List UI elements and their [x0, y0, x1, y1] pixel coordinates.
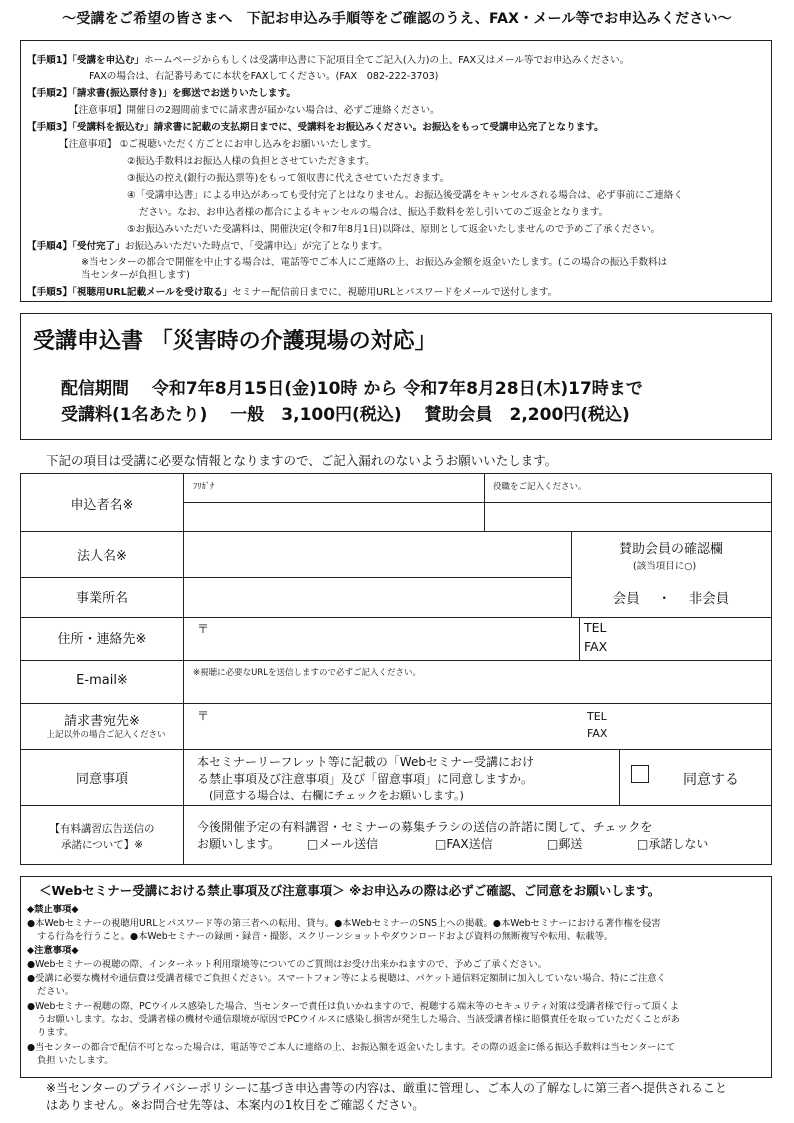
notice-line: ●Webセミナー視聴の際、PCウイルス感染した場合、当センターで責任は負いかねますので、視聴する端末等のセキュリティ対策は受講者様で行って頂くよ [27, 1001, 680, 1012]
consent-text-2: る禁止事項及び注意事項」及び「留意事項」に同意しますか。 [197, 772, 534, 786]
agree-label: 同意する [683, 772, 739, 788]
consent-checkbox[interactable] [631, 765, 649, 783]
notice-line: ●Webセミナーの視聴の際、インターネット利用環境等についてのご質問はお受け出来かねますので、予めご了承ください。 [27, 959, 547, 970]
notice-box [20, 876, 772, 1078]
postal-mark: 〒 [197, 622, 210, 636]
step-3-note-2: ②振込手数料はお振込人様の負担とさせていただきます。 [127, 156, 375, 167]
step-1-line: 【手順1】「受講を申込む」ホームページからもしくは受講申込書に下記項目全てご記入(入力)の上、FAX又はメール等でお申込みください。 [27, 55, 630, 66]
fax-label: FAX [584, 639, 608, 654]
invoice-fax-label: FAX [587, 727, 608, 740]
application-title-box [20, 313, 772, 440]
notice-line: ●受講に必要な機材や通信費は受講者様でご負担ください。スマートフォン等による視聴は、パケット通信料定額制に加入していない場合、特にご注意く [27, 973, 666, 984]
ad-option-post[interactable]: □郵送 [547, 837, 583, 851]
ad-consent-text-2: お願いします。 [197, 837, 281, 851]
page-header: 〜受講をご希望の皆さまへ 下記お申込み手順等をご確認のうえ、FAX・メール等でお申込みください〜 [62, 11, 732, 27]
ad-consent-label-2: 承諾について】※ [60, 839, 144, 851]
form-intro: 下記の項目は受講に必要な情報となりますので、ご記入漏れのないようお願いいたします。 [46, 453, 558, 468]
delivery-period: 配信期間 令和7年8月15日(金)10時 から 令和7年8月28日(木)17時まで [61, 379, 643, 399]
email-input[interactable] [187, 680, 767, 700]
applicant-label: 申込者名※ [70, 498, 134, 513]
form-title: 受講申込書 「災害時の介護現場の対応」 [33, 329, 437, 354]
footer-line-1: ※当センターのプライバシーポリシーに基づき申込書等の内容は、厳重に管理し、ご本人の了解なしに第三者へ提供されること [46, 1081, 727, 1095]
ad-option-email[interactable]: □メール送信 [307, 837, 379, 851]
office-name-input[interactable] [187, 580, 567, 614]
step-3-note-5: ⑤お振込みいただいた受講料は、開催決定(令和7年8月1日)以降は、原則として返金いたしませんので予めご了承ください。 [127, 224, 661, 235]
furigana-label: ﾌﾘｶﾞﾅ [193, 482, 215, 492]
step-2-line: 【手順2】「請求書(振込票付き)」を郵送でお送りいたします。 [27, 88, 296, 99]
notice-title: ＜Webセミナー受講における禁止事項及び注意事項＞ ※お申込みの際は必ずご確認、ご同意をお願いします。 [39, 883, 661, 898]
consent-text-1: 本セミナーリーフレット等に記載の「Webセミナー受講におけ [197, 755, 534, 769]
step-4-note: ※当センターの都合で開催を中止する場合は、電話等でご本人にご連絡の上、お振込み金額を返金いたします。(この場合の振込手数料は [81, 257, 668, 268]
ad-consent-label-1: 【有料講習広告送信の [49, 823, 155, 835]
ad-option-fax[interactable]: □FAX送信 [435, 837, 493, 851]
step-3-note-1: 【注意事項】 ①ご視聴いただく方ごとにお申し込みをお願いいたします。 [59, 139, 377, 150]
position-input[interactable] [489, 505, 767, 529]
footer-line-2: はありません。※お問合せ先等は、本案内の1枚目をご確認ください。 [46, 1098, 425, 1112]
corp-name-input[interactable] [187, 534, 567, 574]
tel-label: TEL [584, 620, 607, 635]
fee-line: 受講料(1名あたり) 一般 3,100円(税込) 賛助会員 2,200円(税込) [61, 405, 630, 425]
caution-heading: ◆注意事項◆ [27, 945, 79, 956]
prohibited-heading: ◆禁止事項◆ [27, 904, 79, 915]
application-steps-box [20, 40, 772, 302]
consent-label: 同意事項 [75, 772, 128, 787]
consent-text-3: (同意する場合は、右欄にチェックをお願いします。) [209, 789, 464, 802]
position-label: 役職をご記入ください。 [493, 482, 587, 492]
invoice-label: 請求書宛先※ [64, 714, 140, 729]
address-label: 住所・連絡先※ [57, 632, 147, 647]
step-3-note-4b: ださい。なお、お申込者様の都合によるキャンセルの場合は、振込手数料を差し引いてのご返金となります。 [139, 207, 609, 218]
email-note: ※視聴に必要なURLを送信しますので必ずご記入ください。 [193, 668, 421, 678]
step-4-line: 【手順4】「受付完了」お振込みいただいた時点で、「受講申込」が完了となります。 [27, 241, 388, 252]
email-label: E-mail※ [76, 673, 128, 688]
step-4-note-b: 当センターが負担します) [81, 270, 190, 281]
office-label: 事業所名 [75, 591, 128, 606]
notice-line: ●本Webセミナーの視聴用URLとパスワード等の第三者への転用、貸与。●本WebセミナーのSNS上への掲載。●本Webセミナーにおける著作権を侵害 [27, 918, 661, 929]
application-form [20, 473, 772, 865]
member-options[interactable]: 会員 ・ 非会員 [612, 591, 730, 607]
invoice-note: 上記以外の場合ご記入ください [46, 730, 166, 740]
step-3-note-3: ③振込の控え(銀行の振込票等)をもって領収書に代えさせていただきます。 [127, 173, 450, 184]
notice-line: ●当センターの都合で配信不可となった場合は、電話等でご本人に連絡の上、お振込額を返金いたします。その際の返金に係る振込手数料は当センターにて [27, 1042, 676, 1053]
step-1-fax-line: FAXの場合は、右記番号あてに本状をFAXしてください。(FAX 082-222-3703) [89, 71, 439, 82]
notice-line: ださい。 [37, 986, 75, 997]
step-3-note-4: ④「受講申込書」による申込があっても受付完了とはなりません。お振込後受講をキャンセルされる場合は、必ず事前にご連絡く [127, 190, 683, 201]
step-5-line: 【手順5】「視聴用URL記載メールを受け取る」セミナー配信前日までに、視聴用URLとパスワードをメールで送付します。 [27, 287, 558, 298]
corp-label: 法人名※ [77, 549, 127, 564]
step-2-note: 【注意事項】開催日の2週間前までに請求書が届かない場合は、必ずご連絡ください。 [69, 105, 440, 116]
step-3-line: 【手順3】「受講料を振込む」請求書に記載の支払期日までに、受講料をお振込みください。お振込をもって受講申込完了となります。 [27, 122, 604, 133]
notice-line: ります。 [37, 1027, 74, 1038]
ad-consent-text: 今後開催予定の有料講習・セミナーの募集チラシの送信の許諾に関して、チェックを [197, 820, 653, 834]
ad-option-decline[interactable]: □承諾しない [637, 837, 709, 851]
member-check-label: 賛助会員の確認欄 [618, 542, 723, 557]
invoice-tel-label: TEL [587, 710, 607, 723]
notice-line: する行為を行うこと。●本Webセミナーの録画・録音・撮影、スクリーンショットやダウンロードおよび資料の無断複写や転用、転載等。 [37, 931, 614, 942]
notice-line: うお願いします。なお、受講者様の機材や通信環境が原因でPCウイルスに感染し損害が発生した場合、当該受講者様に賠償責任を取っていただくことがあ [37, 1014, 680, 1025]
privacy-footer [46, 1080, 727, 1114]
member-check-note: (該当項目に○) [633, 561, 697, 572]
notice-line: 負担 いたします。 [37, 1055, 114, 1066]
applicant-name-input[interactable] [193, 505, 481, 529]
invoice-postal-mark: 〒 [197, 709, 210, 723]
